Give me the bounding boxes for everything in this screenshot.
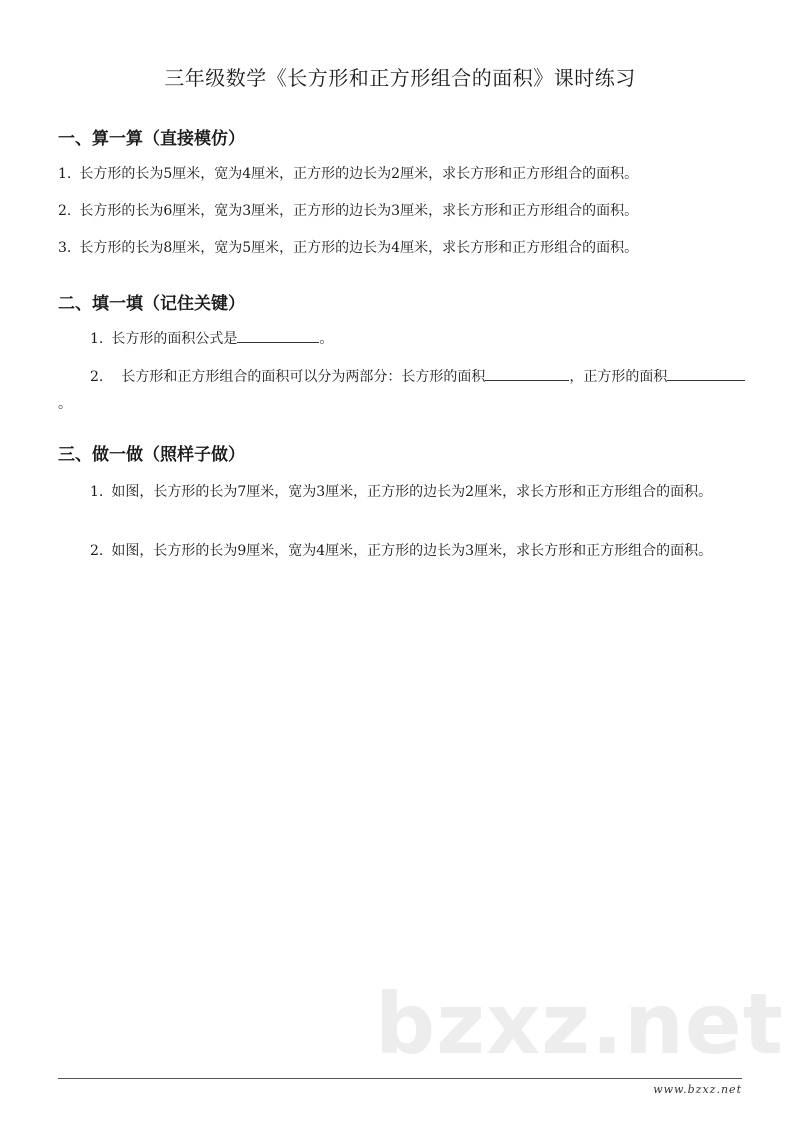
question-2-1 — [58, 326, 748, 353]
question-text: 长方形的面积公式是 — [111, 331, 238, 347]
question-1-1 — [58, 160, 748, 188]
question-number: 2. — [90, 369, 104, 385]
footer-divider — [58, 1078, 742, 1079]
question-number: 1. — [90, 484, 104, 500]
question-1-2 — [58, 197, 748, 225]
question-text: 长方形和正方形组合的面积可以分为两部分：长方形的面积 — [121, 369, 486, 385]
section-heading-1: 一、算一算（直接模仿） — [58, 129, 245, 149]
question-number: 1. — [58, 166, 72, 182]
question-2-2 — [58, 364, 748, 418]
answer-blank[interactable] — [485, 366, 569, 381]
section-heading-3: 三、做一做（照样子做） — [58, 445, 245, 465]
question-text-mid: ，正方形的面积 — [569, 369, 668, 385]
question-number: 1. — [90, 331, 104, 347]
answer-blank[interactable] — [237, 328, 319, 343]
question-text: 如图，长方形的长为7厘米，宽为3厘米，正方形的边长为2厘米，求长方形和正方形组合的面积。 — [111, 484, 713, 500]
question-text: 长方形的长为5厘米，宽为4厘米，正方形的边长为2厘米，求长方形和正方形组合的面积。 — [79, 166, 639, 182]
watermark-logo: bzxz.net — [375, 975, 784, 1073]
question-3-1 — [58, 479, 748, 506]
question-number: 2. — [58, 203, 72, 219]
section-heading-2: 二、填一填（记住关键） — [58, 294, 245, 314]
question-text: 长方形的长为8厘米，宽为5厘米，正方形的边长为4厘米，求长方形和正方形组合的面积。 — [79, 240, 639, 256]
question-number: 2. — [90, 543, 104, 559]
answer-blank[interactable] — [667, 366, 745, 381]
question-text-end: 。 — [58, 396, 72, 412]
question-text: 长方形的长为6厘米，宽为3厘米，正方形的边长为3厘米，求长方形和正方形组合的面积。 — [79, 203, 639, 219]
question-text-end: 。 — [319, 331, 334, 347]
page-title: 三年级数学《长方形和正方形组合的面积》课时练习 — [164, 66, 636, 90]
footer-url: www.bzxz.net — [653, 1083, 742, 1096]
question-number: 3. — [58, 240, 72, 256]
question-text: 如图，长方形的长为9厘米，宽为4厘米，正方形的边长为3厘米，求长方形和正方形组合的面积。 — [111, 543, 713, 559]
question-1-3 — [58, 234, 748, 262]
question-3-2 — [58, 538, 748, 565]
